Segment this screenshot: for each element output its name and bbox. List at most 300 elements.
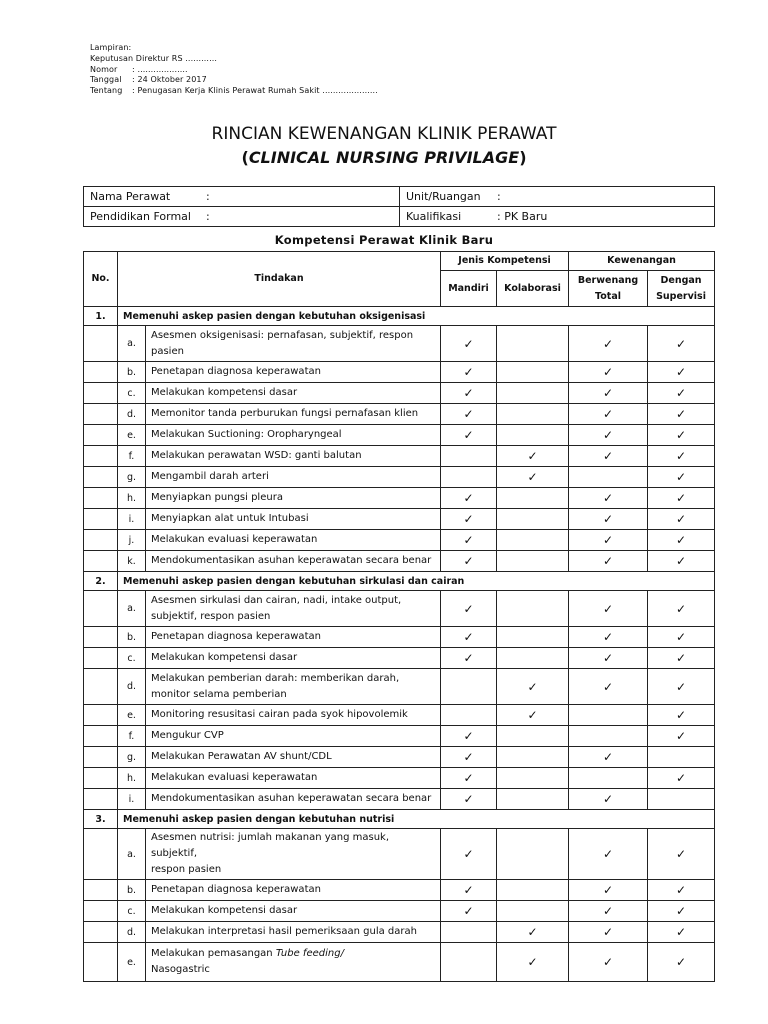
row-number-cell — [84, 669, 118, 705]
row-number-cell — [84, 591, 118, 627]
table-row — [84, 669, 715, 705]
checkmark-icon: ✓ — [676, 386, 687, 400]
row-number-cell — [84, 509, 118, 530]
row-number-cell — [84, 488, 118, 509]
action-line: Mendokumentasikan asuhan keperawatan secara benar — [151, 793, 432, 804]
item-letter: h. — [118, 768, 146, 789]
lampiran-heading: Lampiran: — [90, 43, 132, 52]
checkmark-icon: ✓ — [603, 491, 614, 505]
header-berwenang-line2: Total — [595, 290, 622, 302]
check-mandiri — [441, 362, 497, 383]
action-line: Nasogastric — [151, 964, 210, 975]
check-total — [569, 627, 648, 648]
check-total — [569, 383, 648, 404]
check-kolaborasi — [497, 591, 569, 627]
row-number-cell — [84, 829, 118, 880]
group-title: Memenuhi askep pasien dengan kebutuhan nutrisi — [118, 810, 715, 829]
group-number: 3. — [84, 810, 118, 829]
check-kolaborasi — [497, 747, 569, 768]
nomor-label: Nomor — [90, 64, 118, 74]
check-mandiri — [441, 747, 497, 768]
item-action — [146, 362, 441, 383]
item-action — [146, 425, 441, 446]
item-letter: e. — [118, 943, 146, 982]
checkmark-icon: ✓ — [676, 449, 687, 463]
check-total — [569, 829, 648, 880]
checkmark-icon: ✓ — [676, 708, 687, 722]
check-total — [569, 467, 648, 488]
checkmark-icon: ✓ — [463, 750, 474, 764]
checkmark-icon: ✓ — [676, 491, 687, 505]
item-letter: a. — [118, 326, 146, 362]
header-supervisi-line2: Supervisi — [656, 290, 706, 302]
action-line: Asesmen sirkulasi dan cairan, nadi, intake output, — [151, 594, 402, 606]
check-supervisi — [648, 705, 715, 726]
unit-ruangan-value: : — [497, 190, 501, 203]
check-kolaborasi — [497, 509, 569, 530]
check-kolaborasi — [497, 768, 569, 789]
check-supervisi — [648, 627, 715, 648]
item-action — [146, 829, 441, 880]
check-mandiri — [441, 768, 497, 789]
check-total — [569, 488, 648, 509]
action-line — [151, 946, 436, 962]
item-letter: a. — [118, 829, 146, 880]
header-jenis-kompetensi: Jenis Kompetensi — [441, 252, 569, 271]
action-line: Melakukan perawatan WSD: ganti balutan — [151, 450, 362, 461]
group-row — [84, 307, 715, 326]
checkmark-icon: ✓ — [603, 651, 614, 665]
check-mandiri — [441, 627, 497, 648]
check-kolaborasi — [497, 425, 569, 446]
header-kewenangan: Kewenangan — [569, 252, 715, 271]
checkmark-icon: ✓ — [463, 847, 474, 861]
checkmark-icon: ✓ — [463, 601, 474, 616]
item-action — [146, 789, 441, 810]
check-supervisi — [648, 383, 715, 404]
action-line: Penetapan diagnosa keperawatan — [151, 366, 321, 377]
action-line: Melakukan kompetensi dasar — [151, 905, 298, 916]
item-letter: c. — [118, 383, 146, 404]
item-action — [146, 488, 441, 509]
check-supervisi — [648, 829, 715, 880]
check-supervisi — [648, 922, 715, 943]
action-line: respon pasien — [151, 864, 222, 875]
check-supervisi — [648, 509, 715, 530]
checkmark-icon: ✓ — [463, 336, 474, 351]
checkmark-icon: ✓ — [676, 651, 687, 665]
table-row — [84, 467, 715, 488]
nama-perawat-label: Nama Perawat — [90, 190, 171, 203]
item-letter: e. — [118, 705, 146, 726]
check-kolaborasi — [497, 880, 569, 901]
checkmark-icon: ✓ — [603, 407, 614, 421]
nama-perawat-value: : — [206, 190, 210, 203]
item-letter: c. — [118, 901, 146, 922]
document-title: RINCIAN KEWENANGAN KLINIK PERAWAT — [211, 124, 557, 144]
item-action — [146, 446, 441, 467]
group-title: Memenuhi askep pasien dengan kebutuhan sirkulasi dan cairan — [118, 572, 715, 591]
check-mandiri — [441, 530, 497, 551]
row-number-cell — [84, 943, 118, 982]
checkmark-icon: ✓ — [603, 955, 614, 969]
checkmark-icon: ✓ — [527, 955, 538, 969]
check-total — [569, 362, 648, 383]
check-total — [569, 901, 648, 922]
item-letter: k. — [118, 551, 146, 572]
tanggal-value: : 24 Oktober 2017 — [132, 75, 207, 85]
checkmark-icon: ✓ — [676, 512, 687, 526]
check-mandiri — [441, 880, 497, 901]
check-mandiri — [441, 326, 497, 362]
checkmark-icon: ✓ — [676, 904, 687, 918]
checkmark-icon: ✓ — [527, 470, 538, 484]
checkmark-icon: ✓ — [676, 601, 687, 616]
checkmark-icon: ✓ — [463, 386, 474, 400]
item-letter: i. — [118, 509, 146, 530]
group-title: Memenuhi askep pasien dengan kebutuhan oksigenisasi — [118, 307, 715, 326]
checkmark-icon: ✓ — [676, 365, 687, 379]
checkmark-icon: ✓ — [463, 554, 474, 568]
item-letter: g. — [118, 747, 146, 768]
item-action — [146, 591, 441, 627]
item-action — [146, 901, 441, 922]
check-supervisi — [648, 943, 715, 982]
action-line: Penetapan diagnosa keperawatan — [151, 631, 321, 642]
kualifikasi-value: : PK Baru — [497, 210, 548, 223]
group-row — [84, 810, 715, 829]
item-letter: d. — [118, 922, 146, 943]
action-line: Menyiapkan pungsi pleura — [151, 492, 283, 503]
check-total — [569, 446, 648, 467]
checkmark-icon: ✓ — [676, 925, 687, 939]
checkmark-icon: ✓ — [676, 955, 687, 969]
header-kolaborasi: Kolaborasi — [497, 271, 569, 307]
check-supervisi — [648, 467, 715, 488]
item-letter: d. — [118, 404, 146, 425]
check-kolaborasi — [497, 705, 569, 726]
check-kolaborasi — [497, 901, 569, 922]
tentang-label: Tentang — [90, 86, 123, 96]
item-action — [146, 747, 441, 768]
check-supervisi — [648, 747, 715, 768]
checkmark-icon: ✓ — [603, 630, 614, 644]
checkmark-icon: ✓ — [463, 771, 474, 785]
checkmark-icon: ✓ — [603, 792, 614, 806]
check-total — [569, 669, 648, 705]
item-action — [146, 326, 441, 362]
document-subtitle-english — [0, 148, 768, 168]
item-action — [146, 726, 441, 747]
checkmark-icon: ✓ — [463, 428, 474, 442]
paren-open: ( — [241, 148, 249, 167]
action-line: Menyiapkan alat untuk Intubasi — [151, 513, 309, 524]
item-letter: f. — [118, 726, 146, 747]
check-total — [569, 648, 648, 669]
check-supervisi — [648, 530, 715, 551]
check-total — [569, 789, 648, 810]
row-number-cell — [84, 901, 118, 922]
item-letter: j. — [118, 530, 146, 551]
table-row — [84, 509, 715, 530]
nama-perawat-cell[interactable] — [84, 187, 400, 207]
checkmark-icon: ✓ — [603, 533, 614, 547]
check-kolaborasi — [497, 326, 569, 362]
check-mandiri — [441, 943, 497, 982]
item-action — [146, 705, 441, 726]
row-number-cell — [84, 880, 118, 901]
table-row — [84, 383, 715, 404]
check-total — [569, 591, 648, 627]
item-letter: b. — [118, 362, 146, 383]
check-total — [569, 551, 648, 572]
checkmark-icon: ✓ — [603, 750, 614, 764]
table-row — [84, 705, 715, 726]
action-line: Melakukan evaluasi keperawatan — [151, 772, 318, 783]
item-action — [146, 383, 441, 404]
check-mandiri — [441, 669, 497, 705]
checkmark-icon: ✓ — [603, 883, 614, 897]
lampiran-tanggal-row — [90, 75, 378, 86]
check-total — [569, 922, 648, 943]
check-kolaborasi — [497, 922, 569, 943]
header-tindakan: Tindakan — [118, 252, 441, 307]
checkmark-icon: ✓ — [676, 428, 687, 442]
action-line: Asesmen oksigenisasi: pernafasan, subjektif, respon — [151, 329, 414, 341]
check-total — [569, 768, 648, 789]
check-total — [569, 425, 648, 446]
item-action — [146, 404, 441, 425]
pendidikan-formal-label: Pendidikan Formal — [90, 210, 191, 223]
check-kolaborasi — [497, 943, 569, 982]
action-line: Melakukan kompetensi dasar — [151, 387, 298, 398]
checkmark-icon: ✓ — [603, 386, 614, 400]
info-row-2 — [84, 207, 715, 227]
action-text: Melakukan pemasangan — [151, 948, 276, 959]
lampiran-keputusan: Keputusan Direktur RS ............ — [90, 53, 217, 63]
check-mandiri — [441, 705, 497, 726]
item-letter: b. — [118, 627, 146, 648]
check-total — [569, 705, 648, 726]
row-number-cell — [84, 383, 118, 404]
check-supervisi — [648, 768, 715, 789]
check-mandiri — [441, 551, 497, 572]
lampiran-block — [90, 43, 378, 97]
action-line: Melakukan pemberian darah: memberikan darah, — [151, 672, 400, 684]
action-line: Mengukur CVP — [151, 730, 224, 741]
row-number-cell — [84, 551, 118, 572]
check-kolaborasi — [497, 648, 569, 669]
check-supervisi — [648, 591, 715, 627]
pendidikan-formal-value: : — [206, 210, 210, 223]
check-mandiri — [441, 467, 497, 488]
header-mandiri: Mandiri — [441, 271, 497, 307]
checkmark-icon: ✓ — [527, 708, 538, 722]
checkmark-icon: ✓ — [603, 904, 614, 918]
checkmark-icon: ✓ — [603, 365, 614, 379]
table-row — [84, 880, 715, 901]
checkmark-icon: ✓ — [527, 679, 538, 694]
checkmark-icon: ✓ — [676, 336, 687, 351]
table-row — [84, 551, 715, 572]
check-supervisi — [648, 726, 715, 747]
header-berwenang-line1: Berwenang — [577, 274, 639, 286]
checkmark-icon: ✓ — [603, 554, 614, 568]
item-action — [146, 627, 441, 648]
kualifikasi-cell[interactable] — [400, 207, 715, 227]
item-letter: d. — [118, 669, 146, 705]
pendidikan-formal-cell[interactable] — [84, 207, 400, 227]
action-line: Asesmen nutrisi: jumlah makanan yang masuk, subjektif, — [151, 832, 390, 859]
row-number-cell — [84, 446, 118, 467]
check-mandiri — [441, 829, 497, 880]
nomor-value: : ................... — [132, 64, 188, 74]
group-row — [84, 572, 715, 591]
checkmark-icon: ✓ — [676, 554, 687, 568]
table-row — [84, 530, 715, 551]
checkmark-icon: ✓ — [527, 925, 538, 939]
check-kolaborasi — [497, 362, 569, 383]
table-row — [84, 726, 715, 747]
item-letter: a. — [118, 591, 146, 627]
item-letter: h. — [118, 488, 146, 509]
check-supervisi — [648, 551, 715, 572]
check-mandiri — [441, 648, 497, 669]
row-number-cell — [84, 362, 118, 383]
action-line: Mendokumentasikan asuhan keperawatan secara benar — [151, 555, 432, 566]
row-number-cell — [84, 922, 118, 943]
check-supervisi — [648, 425, 715, 446]
checkmark-icon: ✓ — [603, 512, 614, 526]
check-mandiri — [441, 591, 497, 627]
check-total — [569, 530, 648, 551]
checkmark-icon: ✓ — [463, 491, 474, 505]
table-row — [84, 747, 715, 768]
check-supervisi — [648, 880, 715, 901]
check-mandiri — [441, 425, 497, 446]
check-kolaborasi — [497, 726, 569, 747]
item-letter: f. — [118, 446, 146, 467]
checkmark-icon: ✓ — [676, 771, 687, 785]
check-mandiri — [441, 789, 497, 810]
row-number-cell — [84, 326, 118, 362]
check-total — [569, 509, 648, 530]
check-mandiri — [441, 404, 497, 425]
check-supervisi — [648, 404, 715, 425]
table-row — [84, 922, 715, 943]
unit-ruangan-cell[interactable] — [400, 187, 715, 207]
check-mandiri — [441, 383, 497, 404]
row-number-cell — [84, 768, 118, 789]
check-total — [569, 747, 648, 768]
item-action — [146, 648, 441, 669]
check-supervisi — [648, 789, 715, 810]
checkmark-icon: ✓ — [676, 883, 687, 897]
checkmark-icon: ✓ — [463, 407, 474, 421]
checkmark-icon: ✓ — [676, 847, 687, 861]
table-row — [84, 362, 715, 383]
check-kolaborasi — [497, 467, 569, 488]
checkmark-icon: ✓ — [463, 512, 474, 526]
row-number-cell — [84, 404, 118, 425]
checkmark-icon: ✓ — [463, 792, 474, 806]
check-total — [569, 726, 648, 747]
row-number-cell — [84, 789, 118, 810]
check-total — [569, 404, 648, 425]
checkmark-icon: ✓ — [676, 533, 687, 547]
checkmark-icon: ✓ — [676, 407, 687, 421]
check-kolaborasi — [497, 669, 569, 705]
competency-table — [83, 251, 715, 982]
action-line: Melakukan evaluasi keperawatan — [151, 534, 318, 545]
unit-ruangan-label: Unit/Ruangan — [406, 190, 481, 203]
row-number-cell — [84, 726, 118, 747]
tanggal-label: Tanggal — [90, 75, 122, 85]
checkmark-icon: ✓ — [463, 883, 474, 897]
action-line: Monitoring resusitasi cairan pada syok hipovolemik — [151, 709, 408, 720]
check-mandiri — [441, 446, 497, 467]
table-row — [84, 943, 715, 982]
check-mandiri — [441, 901, 497, 922]
header-berwenang-total — [569, 271, 648, 307]
checkmark-icon: ✓ — [603, 449, 614, 463]
row-number-cell — [84, 705, 118, 726]
table-row — [84, 829, 715, 880]
item-action — [146, 922, 441, 943]
table-row — [84, 627, 715, 648]
check-mandiri — [441, 922, 497, 943]
check-supervisi — [648, 648, 715, 669]
checkmark-icon: ✓ — [603, 925, 614, 939]
action-text-italic: Tube feeding/ — [275, 948, 344, 959]
row-number-cell — [84, 648, 118, 669]
item-action — [146, 768, 441, 789]
item-letter: e. — [118, 425, 146, 446]
action-line: subjektif, respon pasien — [151, 610, 271, 622]
check-kolaborasi — [497, 829, 569, 880]
check-total — [569, 943, 648, 982]
checkmark-icon: ✓ — [463, 365, 474, 379]
table-row — [84, 789, 715, 810]
table-row — [84, 591, 715, 627]
checkmark-icon: ✓ — [603, 847, 614, 861]
checkmark-icon: ✓ — [463, 729, 474, 743]
checkmark-icon: ✓ — [676, 679, 687, 694]
check-mandiri — [441, 726, 497, 747]
header-supervisi-line1: Dengan — [660, 274, 702, 286]
english-title: CLINICAL NURSING PRIVILAGE — [248, 148, 520, 167]
item-letter: c. — [118, 648, 146, 669]
item-action — [146, 530, 441, 551]
item-letter: b. — [118, 880, 146, 901]
item-action — [146, 943, 441, 982]
table-row — [84, 901, 715, 922]
check-kolaborasi — [497, 446, 569, 467]
check-kolaborasi — [497, 551, 569, 572]
action-line: Mengambil darah arteri — [151, 471, 269, 482]
lampiran-tentang-row — [90, 86, 378, 97]
checkmark-icon: ✓ — [527, 449, 538, 463]
item-letter: g. — [118, 467, 146, 488]
action-line: pasien — [151, 345, 184, 357]
check-supervisi — [648, 488, 715, 509]
item-action — [146, 467, 441, 488]
header-no: No. — [84, 252, 118, 307]
action-line: Melakukan Suctioning: Oropharyngeal — [151, 429, 342, 440]
check-supervisi — [648, 446, 715, 467]
competency-table-body — [84, 307, 715, 982]
nurse-info-table — [83, 186, 715, 227]
